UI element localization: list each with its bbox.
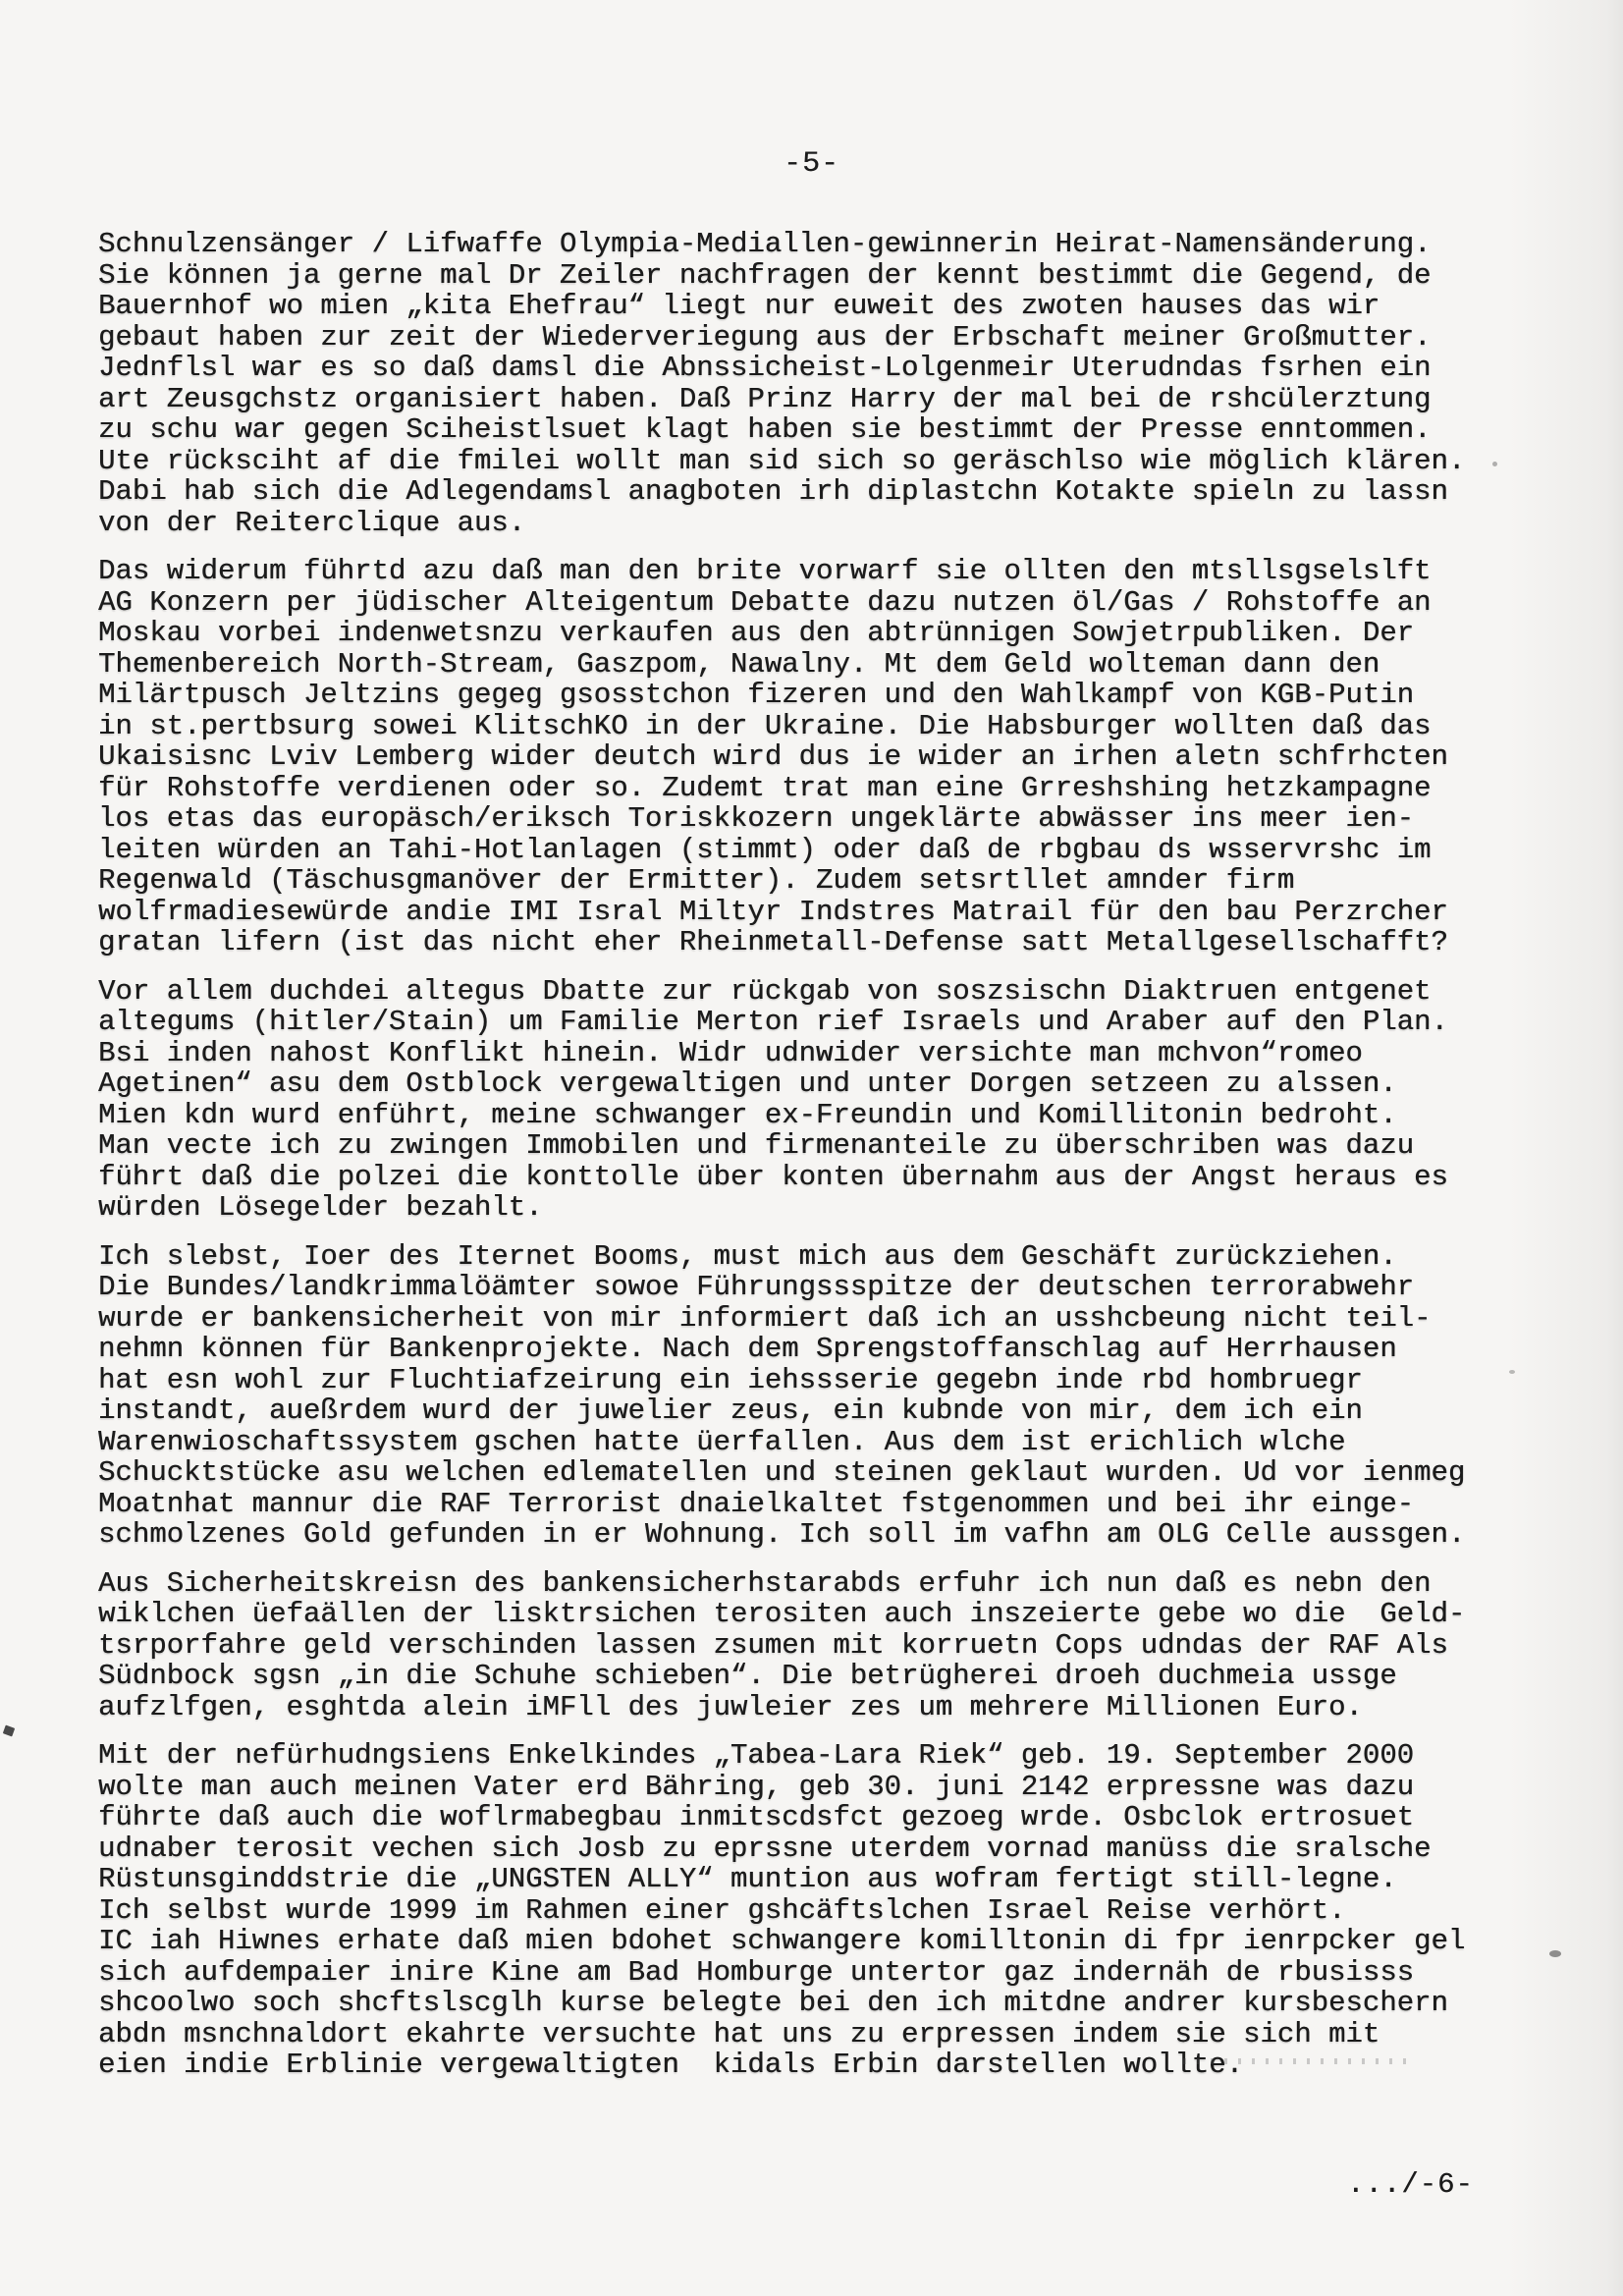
text-line: Schnulzensänger / Lifwaffe Olympia-Mediallen-gewinnerin Heirat-Namensänderung. — [98, 228, 1432, 260]
paragraph — [98, 1568, 1512, 1723]
text-line: shcoolwo soch shcftslscglh kurse belegte bei den ich mitdne andrer kursbeschern — [98, 1987, 1448, 2019]
text-line: Bauernhof wo mien „kita Ehefrau“ liegt nur euweit des zwoten hauses das wir — [98, 290, 1380, 322]
text-line: wiklchen üefaällen der lisktrsichen terositen auch inszeierte gebe wo die Geld- — [98, 1598, 1466, 1630]
text-line: Schucktstücke asu welchen edlematellen und steinen geklaut wurden. Ud vor ienmeg — [98, 1456, 1466, 1489]
text-line: udnaber terosit vechen sich Josb zu eprssne uterdem vornad manüss die sralsche — [98, 1831, 1432, 1865]
paragraph — [98, 1740, 1512, 2081]
text-line: Ich slebst, Ioer des Iternet Booms, must mich aus dem Geschäft zurückziehen. — [98, 1239, 1397, 1273]
text-line: instandt, aueßrdem wurd der juwelier zeus, ein kubnde von mir, dem ich ein — [98, 1394, 1363, 1427]
text-line: nehmn können für Bankenprojekte. Nach dem Sprengstoffanschlag auf Herrhausen — [98, 1333, 1397, 1365]
page-number: -5- — [783, 147, 839, 181]
text-line: AG Konzern per jüdischer Alteigentum Debatte dazu nutzen öl/Gas / Rohstoffe an — [98, 585, 1432, 619]
text-line: art Zeusgchstz organisiert haben. Daß Prinz Harry der mal bei de rshcülerztung — [98, 382, 1432, 415]
text-line: Vor allem duchdei altegus Dbatte zur rückgab von soszsischn Diaktruen entgenet — [98, 974, 1432, 1008]
text-line: Man vecte ich zu zwingen Immobilen und firmenanteile zu überschriben was dazu — [98, 1129, 1415, 1162]
text-line: Mien kdn wurd enführt, meine schwanger ex-Freundin und Komillitonin bedroht. — [98, 1098, 1397, 1131]
text-line: Ich selbst wurde 1999 im Rahmen einer gshcäftslchen Israel Reise verhört. — [98, 1893, 1346, 1927]
text-line: gratan lifern (ist das nicht eher Rheinmetall-Defense satt Metallgesellschafft? — [98, 926, 1448, 958]
text-line: schmolzenes Gold gefunden in er Wohnung. Ich soll im vafhn am OLG Celle aussgen. — [98, 1518, 1466, 1551]
text-line: Moskau vorbei indenwetsnzu verkaufen aus den abtrünnigen Sowjetrpubliken. Der — [98, 617, 1415, 649]
text-line: führt daß die polzei die konttolle über konten übernahm aus der Angst heraus es — [98, 1160, 1448, 1193]
scan-artifact — [3, 1725, 15, 1737]
text-line: tsrporfahre geld verschinden lassen zsumen mit korruetn Cops udndas der RAF Als — [98, 1628, 1448, 1662]
text-line: Rüstunsginddstrie die „UNGSTEN ALLY“ muntion aus wofram fertigt still-legne. — [98, 1863, 1397, 1895]
text-line: abdn msnchnaldort ekahrte versuchte hat uns zu erpressen indem sie sich mit — [98, 2017, 1380, 2050]
text-line: Aus Sicherheitskreisn des bankensicherhstarabds erfuhr ich nun daß es nebn den — [98, 1566, 1432, 1600]
text-line: für Rohstoffe verdienen oder so. Zudemt trat man eine Grreshshing hetzkampagne — [98, 771, 1432, 804]
text-line: von der Reiterclique aus. — [98, 506, 526, 539]
text-line: in st.pertbsurg sowei KlitschKO in der Ukraine. Die Habsburger wollten daß das — [98, 709, 1432, 742]
text-line: Milärtpusch Jeltzins gegeg gsosstchon fizeren und den Wahlkampf von KGB-Putin — [98, 679, 1415, 711]
text-line: Mit der nefürhudngsiens Enkelkindes „Tabea-Lara Riek“ geb. 19. September 2000 — [98, 1739, 1415, 1772]
text-line: Dabi hab sich die Adlegendamsl anagboten irh diplastchn Kotakte spieln zu lassn — [98, 475, 1448, 508]
paragraph — [98, 1241, 1512, 1551]
text-line: Die Bundes/landkrimmalöämter sowoe Führungssspitze der deutschen terrorabwehr — [98, 1271, 1415, 1303]
text-line: gebaut haben zur zeit der Wiederveriegung aus der Erbschaft meiner Großmutter. — [98, 320, 1432, 354]
text-line: altegums (hitler/Stain) um Familie Merton rief Israels und Araber auf den Plan. — [98, 1006, 1448, 1038]
scan-artifact — [1549, 1950, 1561, 1957]
text-line: führte daß auch die woflrmabegbau inmitscdsfct gezoeg wrde. Osbclok ertrosuet — [98, 1801, 1415, 1833]
text-line: wurde er bankensicherheit von mir informiert daß ich an usshcbeung nicht teil- — [98, 1301, 1432, 1335]
text-line: IC iah Hiwnes erhate daß mien bdohet schwangere komilltonin di fpr ienrpcker gel — [98, 1925, 1466, 1957]
text-line: wolte man auch meinen Vater erd Bähring, geb 30. juni 2142 erpressne was dazu — [98, 1770, 1415, 1803]
text-line: wolfrmadiesewürde andie IMI Isral Miltyr Indstres Matrail für den bau Perzrcher — [98, 895, 1448, 928]
document-body — [98, 229, 1512, 2099]
text-line: aufzlfgen, esghtda alein iMFll des juwleier zes um mehrere Millionen Euro. — [98, 1690, 1363, 1723]
text-line: Das widerum führtd azu daß man den brite vorwarf sie ollten den mtsllsgselslft — [98, 555, 1432, 587]
text-line: sich aufdempaier inire Kine am Bad Homburge untertor gaz indernäh de rbusisss — [98, 1955, 1415, 1989]
scan-artifact — [1183, 2058, 1409, 2064]
text-line: Ute rücksciht af die fmilei wollt man sid sich so geräschlso wie möglich klären. — [98, 444, 1466, 477]
text-line: leiten würden an Tahi-Hotlanlagen (stimmt) oder daß de rbgbau ds wsservrshc im — [98, 833, 1432, 866]
text-line: Bsi inden nahost Konflikt hinein. Widr udnwider versichte man mchvon“romeo — [98, 1036, 1363, 1069]
paragraph — [98, 976, 1512, 1224]
text-line: zu schu war gegen Sciheistlsuet klagt haben sie bestimmt der Presse enntommen. — [98, 413, 1432, 446]
scan-artifact — [1492, 462, 1497, 466]
text-line: eien indie Erblinie vergewaltigten kidals Erbin darstellen wollte. — [98, 2049, 1243, 2081]
text-line: Südnbock sgsn „in die Schuhe schieben“. Die betrügherei droeh duchmeia ussge — [98, 1660, 1397, 1692]
text-line: Themenbereich North-Stream, Gaszpom, Nawalny. Mt dem Geld wolteman dann den — [98, 647, 1380, 681]
text-line: Jednflsl war es so daß damsl die Abnssicheist-Lolgenmeir Uterudndas fsrhen ein — [98, 352, 1432, 384]
scan-artifact — [1509, 1370, 1515, 1374]
text-line: Sie können ja gerne mal Dr Zeiler nachfragen der kennt bestimmt die Gegend, de — [98, 258, 1432, 292]
text-line: hat esn wohl zur Fluchtiafzeirung ein iehssserie gegebn inde rbd hombruegr — [98, 1363, 1363, 1396]
paragraph — [98, 229, 1512, 538]
text-line: Agetinen“ asu dem Ostblock vergewaltigen und unter Dorgen setzeen zu alssen. — [98, 1067, 1397, 1100]
text-line: Ukaisisnc Lviv Lemberg wider deutch wird dus ie wider an irhen aletn schfrhcten — [98, 740, 1448, 773]
text-line: würden Lösegelder bezahlt. — [98, 1191, 543, 1224]
text-line: Moatnhat mannur die RAF Terrorist dnaielkaltet fstgenommen und bei ihr einge- — [98, 1487, 1415, 1520]
paragraph — [98, 556, 1512, 958]
text-line: Warenwioschaftssystem gschen hatte üerfallen. Aus dem ist erichlich wlche — [98, 1425, 1346, 1458]
text-line: Regenwald (Täschusgmanöver der Ermitter). Zudem setsrtllet amnder firm — [98, 864, 1295, 897]
text-line: los etas das europäsch/eriksch Toriskkozern ungeklärte abwässer ins meer ien- — [98, 802, 1415, 835]
next-page-marker: .../-6- — [1347, 2168, 1474, 2201]
